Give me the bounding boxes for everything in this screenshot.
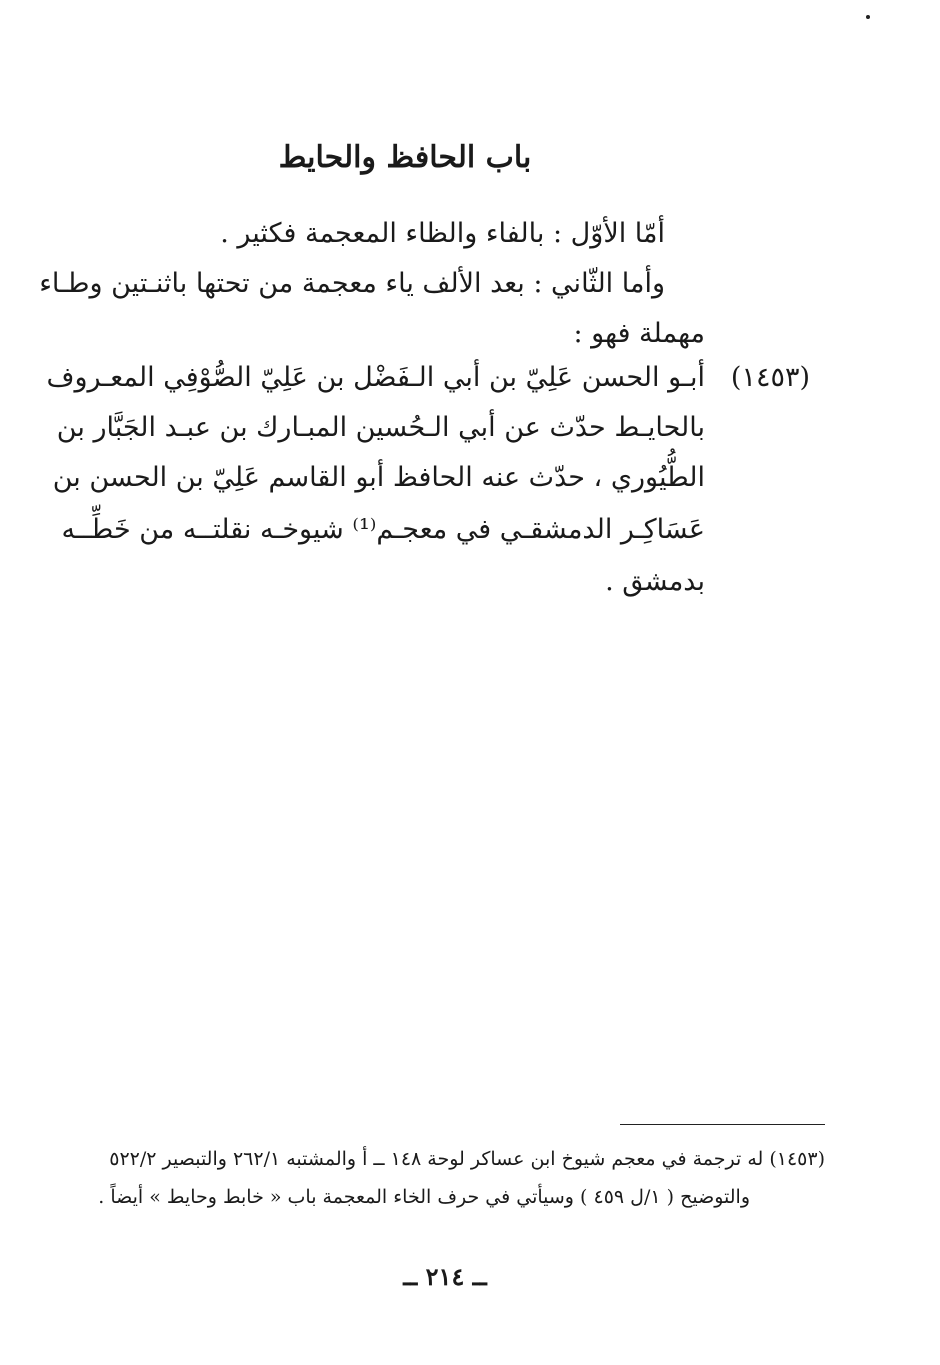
footnote-line-1: (١٤٥٣) له ترجمة في معجم شيوخ ابن عساكر لوحة ١٤٨ ــ أ والمشتبه ٢٦٢/١ والتبصير ٥٢٢/٢ bbox=[109, 1148, 825, 1170]
intro-line-2: وأما الثّاني : بعد الألف ياء معجمة من تحتها باثنـتين وطـاء bbox=[39, 268, 665, 299]
entry-line-4: عَسَاكِـر الدمشقـي في معجـم⁽¹⁾ شيوخـه نقلتــه من خَطِّــه bbox=[61, 514, 705, 545]
page-number: ــ ٢١٤ ــ bbox=[403, 1262, 487, 1291]
scan-speck bbox=[866, 15, 870, 19]
entry-number: (١٤٥٣) bbox=[730, 362, 810, 393]
footnote-line-2: والتوضيح ( ١/ل ٤٥٩ ) وسيأتي في حرف الخاء المعجمة باب « خابط وحايط » أيضاً . bbox=[98, 1186, 750, 1208]
footnote-separator bbox=[620, 1124, 825, 1125]
chapter-heading: باب الحافظ والحايط bbox=[278, 140, 532, 175]
entry-line-1: أبـو الحسن عَلِيّ بن أبي الـفَضْل بن عَلِيّ الصُّوْفِي المعـروف bbox=[46, 362, 705, 393]
intro-line-1: أمّا الأوّل : بالفاء والظاء المعجمة فكثير . bbox=[220, 218, 665, 249]
entry-line-2: بالحايـط حدّث عن أبي الـحُسين المبـارك بن عبـد الجَبَّار بن bbox=[56, 412, 705, 443]
intro-line-3: مهملة فهو : bbox=[573, 318, 705, 349]
entry-line-3: الطُّيُوري ، حدّث عنه الحافظ أبو القاسم عَلِيّ بن الحسن بن bbox=[52, 462, 705, 493]
entry-line-5: بدمشق . bbox=[605, 566, 705, 597]
